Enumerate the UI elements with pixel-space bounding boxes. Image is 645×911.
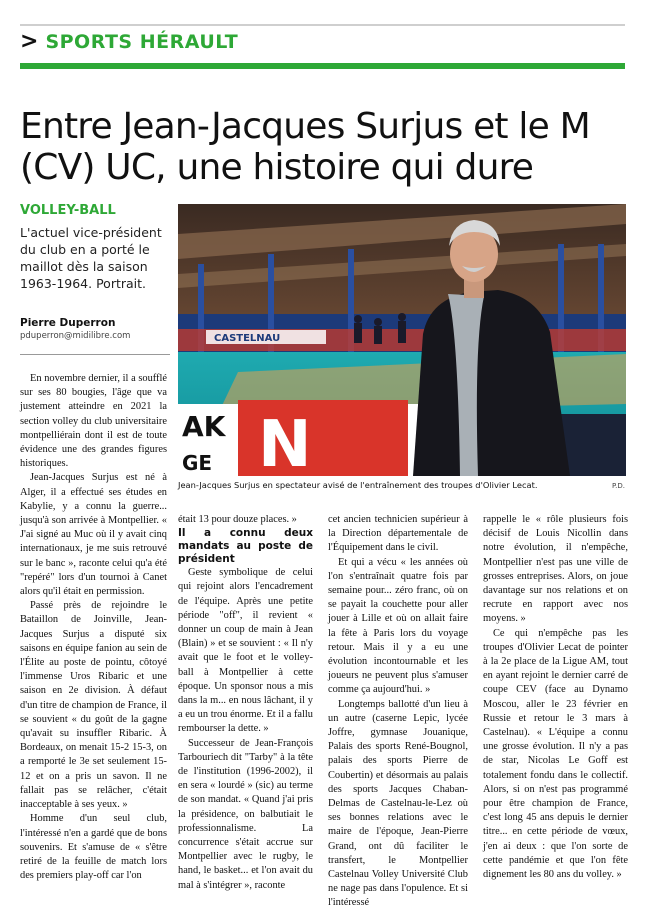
standfirst: L'actuel vice-président du club en a porté le maillot dès la saison 1963-1964. Portrait. bbox=[20, 225, 162, 291]
photo-credit: P.D. bbox=[612, 482, 625, 490]
chevron-right-icon: > bbox=[20, 29, 39, 54]
paragraph: Jean-Jacques Surjus est né à Alger, il a effectué ses études en Kabylie, y a connu la guerre... jusqu'à son arrivée à Montpellier. « J'ai signé au Muc où il y avait cinq internationaux, je me suis retrouvé sur le banc », raconte celui qu'a été "repéré" lors d'un tournoi à Canet alors qu'il était en permission. bbox=[20, 472, 167, 598]
banner-side-text-2: GE bbox=[182, 451, 213, 475]
banner-letter: N bbox=[258, 408, 312, 476]
paragraph: Longtemps ballotté d'un lieu à un autre (caserne Lepic, lycée Joffre, gymnase Jouanique, Palais des sports René-Bougnol, palais des sports Pierre de Coubertin) et désormais au palais des sports Jacques Chaban-Delmas de Castelnau-le-Lez où ses bonnes relations avec le maire de l'époque, Jean-Pierre Grand, ont dû faciliter le transfert, le Montpellier Castelnau Volley Université Club ne nage pas dans l'opulence. Et si l'intéressé bbox=[328, 698, 468, 909]
article-photo bbox=[178, 204, 626, 476]
kicker: VOLLEY-BALL bbox=[20, 203, 116, 218]
author-divider bbox=[20, 354, 170, 355]
paragraph: rappelle le « rôle plusieurs fois décisif de Louis Nicollin dans notre évolution, il n'empêche, Montpellier n'est pas une ville de grosses entreprises. Alors, on joue davantage sur nos relations et on recrute en rapport avec nos moyens. » bbox=[483, 514, 628, 625]
section-label: SPORTS HÉRAULT bbox=[45, 31, 239, 53]
paragraph: cet ancien technicien supérieur à la Direction départementale de l'Équipement dans le civil. bbox=[328, 514, 468, 554]
author-name: Pierre Duperron bbox=[20, 317, 116, 329]
paragraph: Successeur de Jean-François Tarbouriech dit "Tarby" à la tête de l'institution (1996-2002), il en sera « lourdé » (sic) au terme de son mandat. « Quand j'ai pris la présidence, on balbutiait le professionnalisme. La concurrence s'était accrue sur Montpellier avec le rugby, le hand, le basket... et l'on avait du mal à s'intégrer », raconte bbox=[178, 737, 313, 891]
section-rubric bbox=[20, 29, 238, 55]
author-email: pduperron@midilibre.com bbox=[20, 331, 131, 341]
paragraph: Geste symbolique de celui qui rejoint alors l'encadrement de l'équipe. Après une petite période "off", il revient « donner un coup de main à Jean (Blain) » et se souvient : « Il n'y avait que le foot et le volley-ball à Montpellier à cette époque. Un sponsor nous a mis dans la m... en nous lâchant, il y a eu un trou énorme. Et il a fallu rembourser la dette. » bbox=[178, 567, 313, 735]
article-column-1 bbox=[20, 372, 167, 883]
section-rule bbox=[20, 63, 625, 69]
article-column-4 bbox=[483, 513, 628, 882]
paragraph: Ce qui n'empêche pas les troupes d'Olivier Lecat de pointer à la 2e place de la Ligue AM, tout en ayant rejoint le dernier carré de coupe CEV (face au Dynamo Moscou, aller le 23 février en Russie et retour le 3 mars à Castelnau). « L'équipe a connu une grosse évolution. Il n'y a pas de star, Nicolas Le Goff est totalement fondu dans le collectif. Alors, si on n'est pas programmé pour être champion de France, c'est long 45 ans depuis le dernier titre... en cette période de vœux, j'en ai deux : que l'on sorte de cette pandémie et que l'on fête dignement les 80 ans du volley. » bbox=[483, 627, 628, 881]
gym-scene bbox=[178, 204, 626, 476]
paragraph: était 13 pour douze places. » bbox=[178, 514, 297, 525]
subheading: Il a connu deux mandats au poste de président bbox=[178, 527, 313, 566]
paragraph: Homme d'un seul club, l'intéressé n'en a gardé que de bons souvenirs. Et s'amuse de « s'être retiré de la feuille de match lors des premiers play-off car l'on bbox=[20, 813, 167, 882]
article-column-3 bbox=[328, 513, 468, 911]
article-column-2 bbox=[178, 513, 313, 893]
paragraph: Et qui a vécu « les années où l'on s'entraînait quatre fois par semaine pour... zéro franc, où on se payait la couchette pour aller jouer à Lille et où on allait faire la fête à Paris lors du voyage retour. Mais il y a eu une évolution incontournable et les joueurs ne peuvent plus s'amuser comme ça aujourd'hui. » bbox=[328, 556, 468, 696]
sponsor-board: CASTELNAU bbox=[214, 333, 281, 344]
top-rule bbox=[20, 24, 625, 26]
paragraph: En novembre dernier, il a soufflé sur ses 80 bougies, l'âge que va justement atteindre en 2021 la section volley du club universitaire montpelliérain dont il est de toute évidence une des grandes figures historiques. bbox=[20, 373, 167, 470]
paragraph: Passé près de rejoindre le Bataillon de Joinville, Jean-Jacques Surjus a disputé six saisons en équipe fanion au sein de l'Élite au poste de pointu, côtoyé l'immense Uros Ribaric et une saison en 2e division. À défaut d'un titre de champion de France, il se souvient « du goût de la gagne qu'avait su insuffler Ribaric. À Bordeaux, on menait 15-2 15-3, on a remporté le 3e set seulement 15-12 et on a pris un savon. Il ne fallait pas se relâcher, c'était inacceptable à ses yeux. » bbox=[20, 600, 168, 811]
headline: Entre Jean-Jacques Surjus et le M (CV) UC, une histoire qui dure bbox=[20, 106, 590, 188]
photo-caption: Jean-Jacques Surjus en spectateur avisé de l'entraînement des troupes d'Olivier Lecat. bbox=[178, 480, 538, 490]
banner-side-text: AK bbox=[182, 410, 226, 443]
